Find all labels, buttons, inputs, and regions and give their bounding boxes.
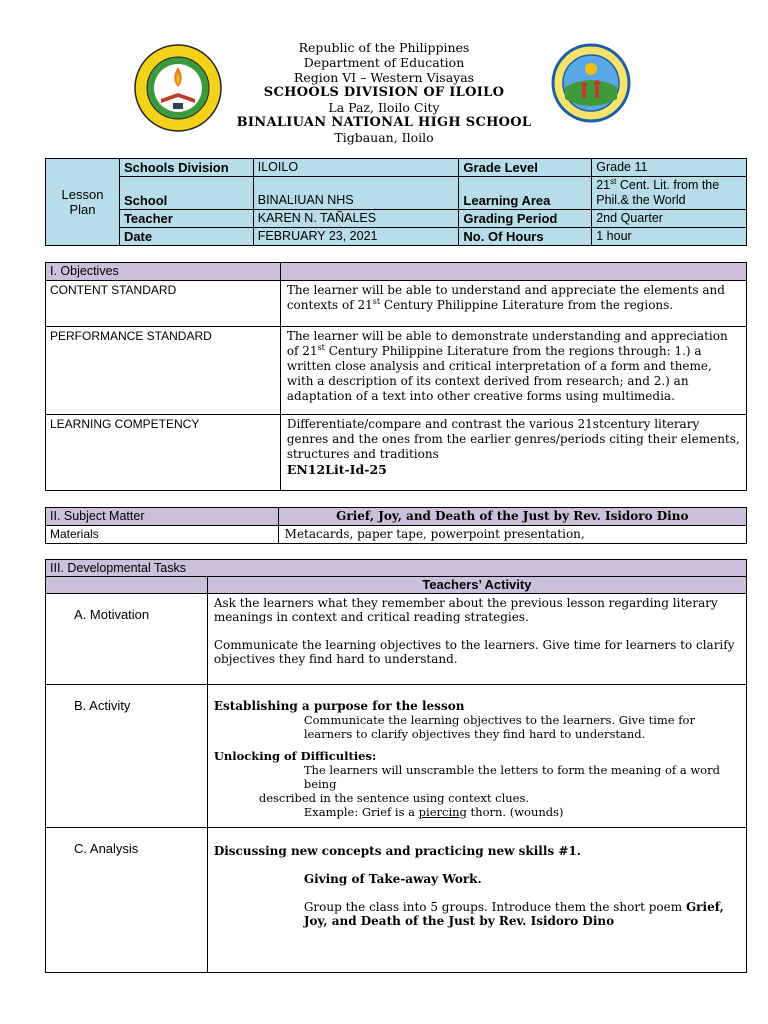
objectives-title: I. Objectives [46,263,281,281]
activity-text-2b: described in the sentence using context clues. [258,791,530,805]
info-value: 2nd Quarter [592,210,747,228]
info-value: FEBRUARY 23, 2021 [253,228,459,246]
learning-area-num: 21st [596,176,617,192]
header-department: Department of Education [303,55,465,70]
activity-text-1: Communicate the learning objectives to the learners. Give time for learners to clarify objectives they find hard to understand. [303,713,695,741]
example-text [214,805,740,819]
subject-matter-title: II. Subject Matter [46,508,279,526]
example-b: thorn. (wounds) [466,805,564,819]
example-underlined: piercing [418,805,467,819]
document-header [0,40,768,145]
analysis-heading-1: Discussing new concepts and practicing new skills #1. [213,844,581,858]
learning-area-text: Cent. Lit. from the Phil.& the World [596,178,720,207]
analysis-label-cell [46,828,208,973]
header-school: BINALIUAN NATIONAL HIGH SCHOOL [236,115,532,130]
learning-competency-cell [280,415,746,491]
materials-value: Metacards, paper tape, powerpoint presentation, [278,526,746,544]
analysis-text-a: Group the class into 5 groups. Introduce them the short poem [303,900,686,914]
content-standard-label: CONTENT STANDARD [46,281,281,327]
info-value: Grade 11 [592,159,747,177]
sup: st [372,297,381,306]
content-text-b: Century Philippine Literature from the regions. [380,298,674,312]
activity-text-2a: The learners will unscramble the letters to form the meaning of a word being [303,763,720,791]
performance-standard-label: PERFORMANCE STANDARD [46,327,281,415]
teachers-activity-header: Teachers’ Activity [207,577,746,594]
learning-competency-text: Differentiate/compare and contrast the various 21stcentury literary genres and the ones from the earlier genres/periods citing their elements, structures and traditions [286,417,740,461]
info-key: Teacher [119,210,253,228]
header-division: SCHOOLS DIVISION OF ILOILO [263,85,505,100]
learning-area-value [592,177,747,210]
objectives-table [45,262,747,491]
performance-standard-text [280,327,746,415]
analysis-text-b: Grief, Joy, and Death of the Just by Rev. Isidoro Dino [303,900,724,928]
performance-text-a: The learner will be able to demonstrate understanding and appreciation of 21 [286,329,728,358]
competency-code: EN12Lit-Id-25 [286,462,387,477]
analysis-text [214,900,740,928]
header-city: La Paz, Iloilo City [328,100,440,115]
info-value: 1 hour [592,228,747,246]
activity-label: B. Activity [74,698,131,713]
header-town: Tigbauan, Iloilo [334,130,434,145]
activity-heading-1: Establishing a purpose for the lesson [213,699,465,713]
info-key: No. Of Hours [459,228,592,246]
lesson-info-table [45,158,747,246]
subject-topic: Grief, Joy, and Death of the Just by Rev. Isidoro Dino [278,508,746,526]
developmental-tasks-title: III. Developmental Tasks [46,560,747,577]
developmental-tasks-table [45,559,747,973]
motivation-label-cell [46,594,208,685]
activity-cell [207,685,746,828]
lesson-plan-label: Lesson Plan [46,159,120,246]
info-value: BINALIUAN NHS [253,177,459,210]
motivation-cell [207,594,746,685]
motivation-label: A. Motivation [74,607,150,622]
analysis-heading-2: Giving of Take-away Work. [303,872,482,886]
info-value: ILOILO [253,159,459,177]
learning-competency-label: LEARNING COMPETENCY [46,415,281,491]
analysis-label: C. Analysis [74,841,139,856]
info-value: KAREN N. TAÑALES [253,210,459,228]
performance-text-b: Century Philippine Literature from the regions through: 1.) a written close analysis and critical interpretation of a form and theme, with a description of its context derived from research; and 2.) an adaptation of a text into other creative forms using multimedia. [286,344,712,403]
content-text-a: The learner will be able to understand and appreciate the elements and contexts of 21 [286,283,725,312]
header-region: Region VI – Western Visayas [293,70,475,85]
activity-heading-2: Unlocking of Difficulties: [213,749,377,763]
content-standard-text [280,281,746,327]
sup: st [317,343,325,352]
info-key: Schools Division [119,159,253,177]
subject-matter-table [45,507,747,544]
info-key: Date [119,228,253,246]
motivation-text-1: Ask the learners what they remember about the previous lesson regarding literary meanings in context and critical reading strategies. [213,596,718,624]
info-key: School [119,177,253,210]
motivation-text-2: Communicate the learning objectives to the learners. Give time for learners to clarify objectives they find hard to understand. [213,638,735,666]
info-key: Grading Period [459,210,592,228]
activity-label-cell [46,685,208,828]
example-a: Example: Grief is a [303,805,419,819]
materials-label: Materials [46,526,279,544]
info-key: Learning Area [459,177,592,210]
header-republic: Republic of the Philippines [298,40,470,55]
info-key: Grade Level [459,159,592,177]
analysis-cell [207,828,746,973]
